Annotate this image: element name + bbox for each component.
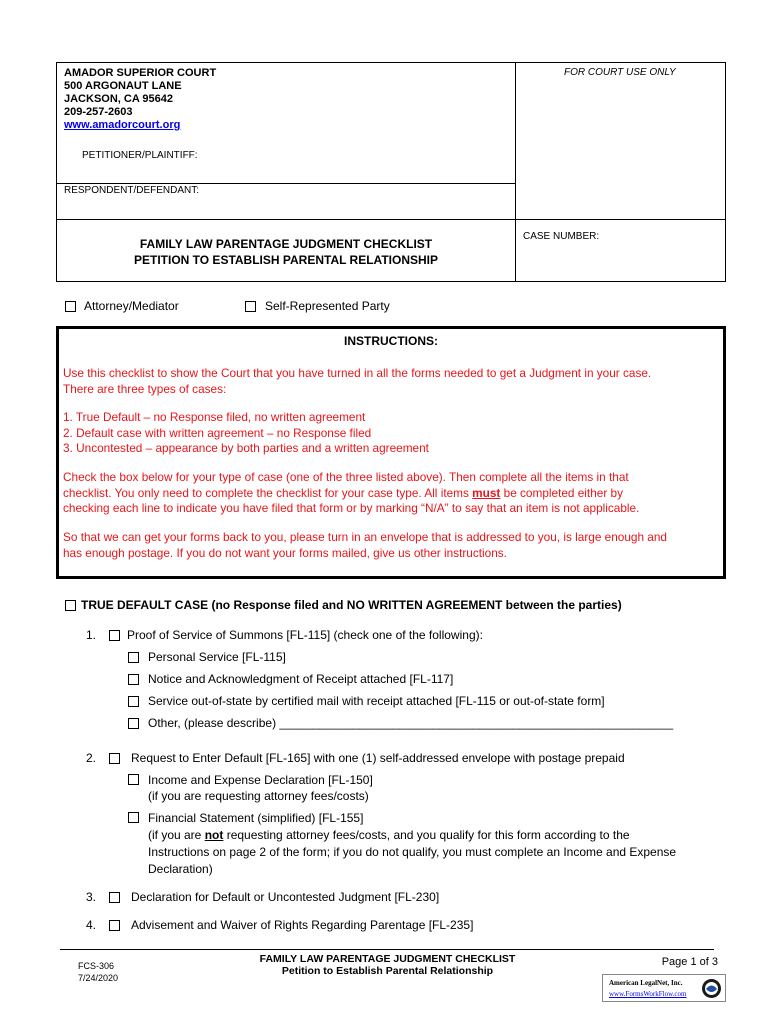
court-address1: 500 ARGONAUT LANE	[64, 80, 182, 92]
instructions-para1	[63, 366, 723, 397]
footer-title-line1: FAMILY LAW PARENTAGE JUDGMENT CHECKLIST	[259, 953, 516, 965]
item4-label: Advisement and Waiver of Rights Regarding Parentage [FL-235]	[131, 918, 474, 932]
case-type-3: 3. Uncontested – appearance by both parties and a written agreement	[63, 441, 429, 455]
other-service-label: Other, (please describe) ___________________________________________________________	[148, 716, 674, 730]
court-phone: 209-257-2603	[64, 106, 133, 118]
para1-line2: There are three types of cases:	[63, 381, 227, 396]
item3-checkbox[interactable]	[109, 892, 120, 903]
petitioner-label: PETITIONER/PLAINTIFF:	[82, 150, 198, 161]
item4-checkbox[interactable]	[109, 920, 120, 931]
other-service-checkbox[interactable]	[128, 718, 139, 729]
item2-label: Request to Enter Default [FL-165] with one (1) self-addressed envelope with postage prepaid	[131, 751, 625, 765]
financial-statement-label	[148, 810, 676, 878]
income-expense-line2: (if you are requesting attorney fees/costs)	[148, 789, 369, 803]
financial-line2-pre: (if you are	[148, 828, 205, 842]
para1-line1: Use this checklist to show the Court that you have turned in all the forms needed to get a Judgment in your case.	[63, 366, 652, 380]
para4-line1: So that we can get your forms back to you, please turn in an envelope that is addressed to you, is large enough and	[63, 530, 667, 544]
para3-line2-pre: checklist. You only need to complete the checklist for your case type. All items	[63, 485, 473, 500]
court-address2: JACKSON, CA 95642	[64, 93, 174, 105]
financial-line4: Declaration)	[148, 862, 213, 876]
form-title-line1: FAMILY LAW PARENTAGE JUDGMENT CHECKLIST	[139, 237, 433, 251]
footer-rule	[60, 949, 714, 950]
para3-line2	[63, 486, 723, 502]
attorney-mediator-checkbox[interactable]	[65, 301, 76, 312]
footer-title-line2: Petition to Establish Parental Relationship	[281, 965, 494, 977]
financial-line1: Financial Statement (simplified) [FL-155]	[148, 811, 364, 825]
financial-line3: Instructions on page 2 of the form; if you do not qualify, you must complete an Income and Expense	[148, 845, 677, 859]
respondent-label: RESPONDENT/DEFENDANT:	[64, 185, 200, 196]
footer-title	[230, 953, 545, 977]
income-expense-label	[148, 772, 373, 804]
financial-line2	[148, 827, 676, 844]
item3-number: 3.	[86, 890, 97, 904]
item1-label: Proof of Service of Summons [FL-115] (check one of the following):	[127, 628, 483, 642]
out-of-state-checkbox[interactable]	[128, 696, 139, 707]
instructions-para3	[63, 470, 723, 517]
court-name: AMADOR SUPERIOR COURT	[64, 67, 217, 79]
case-type-1: 1. True Default – no Response filed, no written agreement	[63, 410, 366, 424]
para3-line1: Check the box below for your type of case (one of the three listed above). Then complete all the items in that	[63, 470, 629, 484]
case-number-label: CASE NUMBER:	[523, 231, 600, 242]
item2-checkbox[interactable]	[109, 753, 120, 764]
financial-statement-checkbox[interactable]	[128, 812, 139, 823]
vendor-logo-icon	[701, 978, 722, 999]
case-types-list	[63, 410, 723, 457]
petitioner-divider	[56, 183, 516, 184]
title-divider	[56, 219, 726, 220]
vendor-name: American LegalNet, Inc.	[609, 979, 683, 987]
court-website-link[interactable]: www.amadorcourt.org	[64, 119, 181, 131]
para3-line2-post: be completed either by	[500, 485, 623, 500]
self-represented-checkbox[interactable]	[245, 301, 256, 312]
income-expense-checkbox[interactable]	[128, 774, 139, 785]
vendor-url-link[interactable]: www.FormsWorkFlow.com	[609, 990, 687, 998]
form-title-line2: PETITION TO ESTABLISH PARENTAL RELATIONSHIP	[133, 253, 438, 267]
self-represented-label: Self-Represented Party	[265, 299, 390, 313]
instructions-para4	[63, 530, 723, 561]
form-date: 7/24/2020	[78, 973, 119, 983]
income-expense-line1: Income and Expense Declaration [FL-150]	[148, 773, 373, 787]
must-emphasis: must	[472, 485, 501, 500]
item3-label: Declaration for Default or Uncontested Judgment [FL-230]	[131, 890, 440, 904]
notice-ack-checkbox[interactable]	[128, 674, 139, 685]
page-number: Page 1 of 3	[661, 956, 718, 968]
case-type-2: 2. Default case with written agreement – no Response filed	[63, 425, 372, 440]
notice-ack-label: Notice and Acknowledgment of Receipt attached [FL-117]	[148, 672, 454, 686]
not-emphasis: not	[204, 828, 224, 842]
item4-number: 4.	[86, 918, 97, 932]
item1-number: 1.	[86, 628, 97, 642]
footer-form-info	[78, 960, 118, 984]
financial-line2-post: requesting attorney fees/costs, and you qualify for this form according to the	[223, 828, 630, 842]
vendor-badge	[602, 974, 726, 1002]
out-of-state-label: Service out-of-state by certified mail with receipt attached [FL-115 or out-of-state form]	[148, 694, 605, 708]
attorney-mediator-label: Attorney/Mediator	[84, 299, 179, 313]
instructions-heading: INSTRUCTIONS:	[344, 334, 438, 348]
personal-service-label: Personal Service [FL-115]	[148, 650, 286, 664]
section-title: TRUE DEFAULT CASE (no Response filed and NO WRITTEN AGREEMENT between the parties)	[81, 598, 622, 612]
item2-number: 2.	[86, 751, 97, 765]
form-id: FCS-306	[78, 961, 115, 971]
item1-checkbox[interactable]	[109, 630, 120, 641]
personal-service-checkbox[interactable]	[128, 652, 139, 663]
true-default-checkbox[interactable]	[65, 600, 76, 611]
court-use-label: FOR COURT USE ONLY	[564, 67, 676, 78]
para3-line3: checking each line to indicate you have filed that form or by marking “N/A” to say that an item is not applicable.	[63, 501, 640, 515]
para4-line2: has enough postage. If you do not want your forms mailed, give us other instructions.	[63, 545, 507, 560]
form-title	[56, 236, 516, 268]
